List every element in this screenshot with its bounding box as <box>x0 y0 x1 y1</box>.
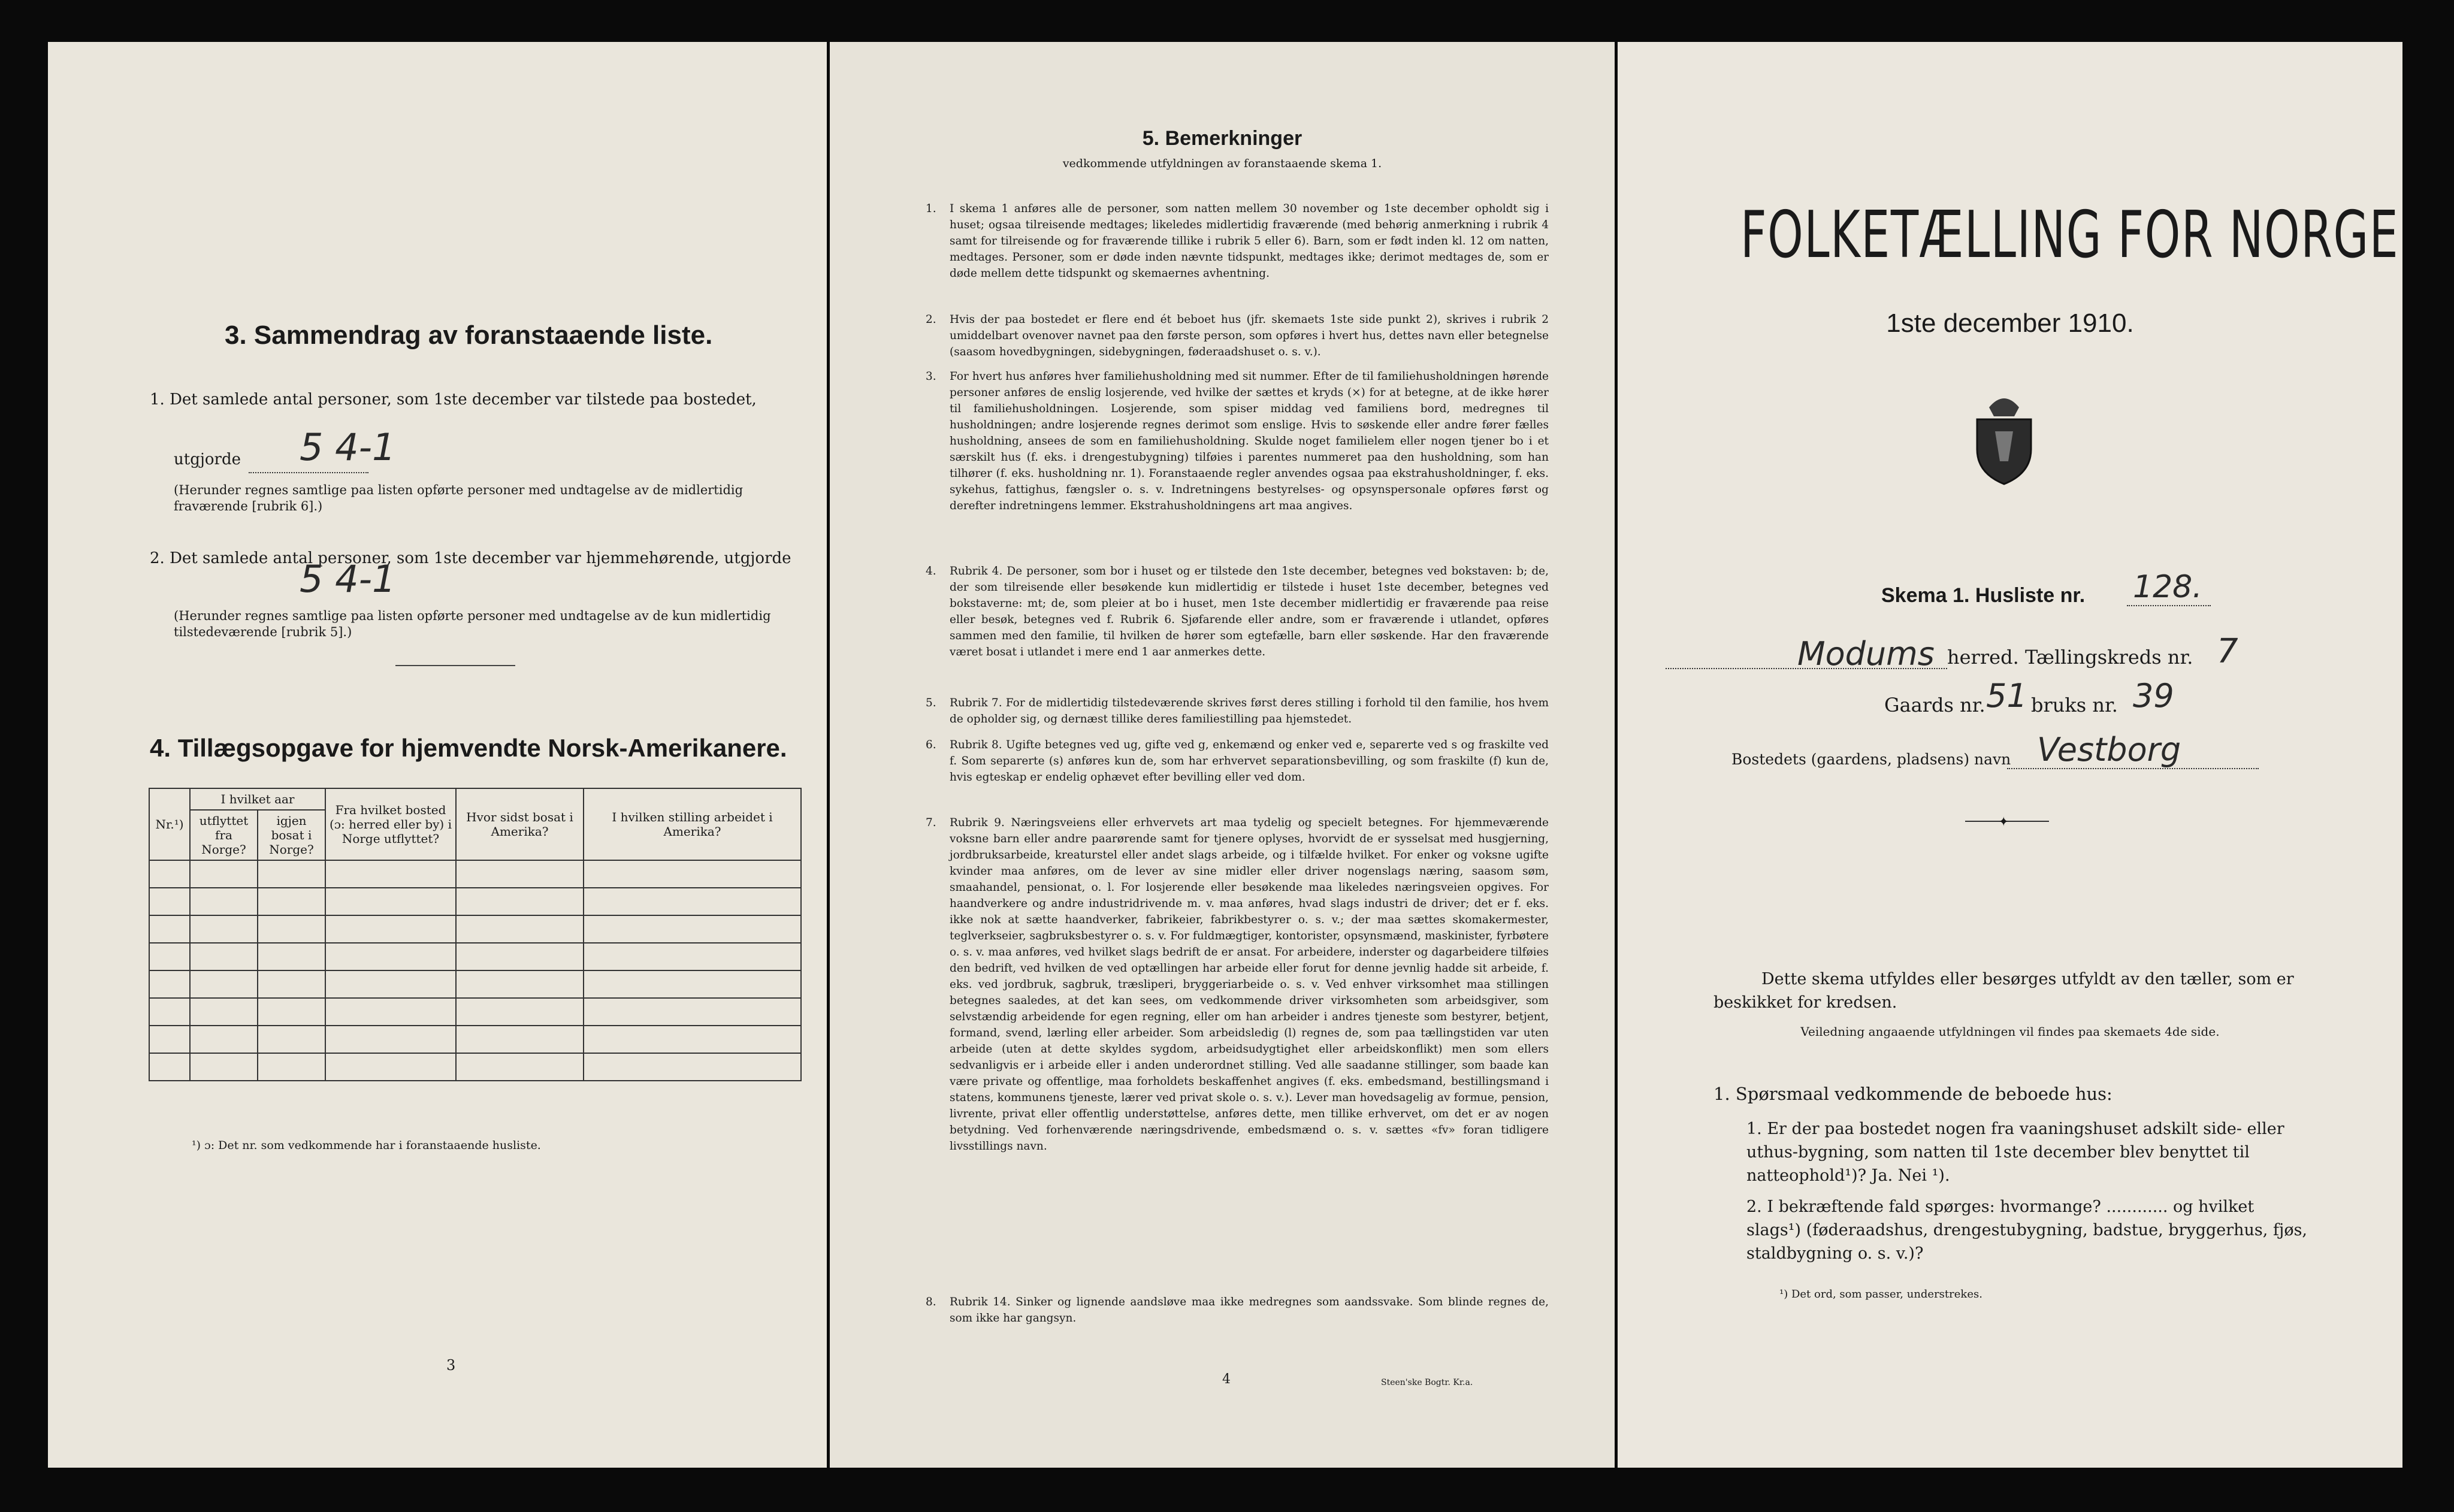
section-4-title: 4. Tillægsopgave for hjemvendte Norsk-Amerikanere. <box>150 734 787 762</box>
page-3 <box>48 42 827 1468</box>
col-aar: I hvilket aar <box>190 788 325 810</box>
census-title: FOLKETÆLLING FOR NORGE <box>1740 198 2399 273</box>
ornament-icon: ✦ <box>1998 815 2009 830</box>
skema-label: Skema 1. Husliste nr. <box>1881 584 2086 607</box>
remarks-title: 5. Bemerkninger <box>1142 127 1302 150</box>
page-number: 4 <box>1222 1372 1231 1387</box>
table-row <box>149 1053 801 1081</box>
col-amerika-bosted: Hvor sidst bosat i Amerika? <box>456 788 584 860</box>
footnote: ¹) ɔ: Det nr. som vedkommende har i foranstaaende husliste. <box>192 1139 541 1152</box>
question-1-utgjorde: utgjorde <box>174 450 241 468</box>
herred-value: Modums <box>1797 635 1935 673</box>
remark-7: 7. Rubrik 9. Næringsveiens eller erhvervets art maa tydelig og specielt betegnes. For hjemmeværende voksne barn eller andre paarørende samt for tjenere oplyses, hvorvidt de er sysselsat med husgjerning, jordbruksarbeide, kreaturstel eller andet slags arbeide, og i tilfælde hvilket. For enker og voksne ugifte kvinder maa anføres, om de lever av sine midler eller driver nogenslags næring, saasom søm, smaahandel, pensionat, o. l. For losjerende eller besøkende maa likeledes næringsveien opgives. For haandverkere og andre industridrivende m. v. maa anføres, hvad slags industri de driver; det er f. eks. ikke nok at sætte haandverker, fabrikeier, fabrikbestyrer o. s. v.; der maa sættes skomakermester, teglverkseier, sagbruksbestyrer o. s. v. For fuldmægtiger, kontorister, opsynsmænd, maskinister, fyrbøtere o. s. v. maa anføres, ved hvilket slags bedrift de er ansat. For arbeidere, inderster og dagarbeidere tilføies den bedrift, ved hvilken de ved optællingen har arbeide eller forut for denne jevnlig hadde sit arbeide, f. eks. ved jordbruk, sagbruk, træsliperi, bryggeriarbeide o. s. v. Ved enhver virksomhet maa stillingen betegnes saaledes, at det kan sees, om vedkommende driver virksomheten som arbeidsgiver, som selvstændig arbeidende for egen regning, eller om han arbeider i andres tjeneste som bestyrer, betjent, formand, svend, lærling eller arbeider. Som arbeidsledig (l) regnes de, som paa tællingstiden var uten arbeide (uten at dette skyldes sygdom, arbeidsudygtighet eller arbeidskonflikt) men som ellers sedvanligvis er i arbeide eller i anden underordnet stilling. Ved alle saadanne stillinger, som baade kan være private og offentlige, maa forholdets beskaffenhet angives (f. eks. embedsmand, bestillingsmand i statens, kommunens tjeneste, lærer ved privat skole o. s. v.). Lever man hovedsagelig av formue, pension, livrente, privat eller offentlig understøttelse, anføres dette, men tillike erhvervet, om det er av nogen betydning. Ved forhenværende næringsdrivende, embedsmænd o. s. v. sættes «fv» foran tidligere livsstillings navn. <box>926 817 1549 1153</box>
question-1-text: 1. Det samlede antal personer, som 1ste december var tilstede paa bostedet, <box>150 391 757 409</box>
questions-heading: 1. Spørsmaal vedkommende de beboede hus: <box>1713 1084 2113 1104</box>
gaards-value: 51 <box>1986 677 2027 715</box>
remark-1: 1. I skema 1 anføres alle de personer, som natten mellem 30 november og 1ste december opholdt sig i huset; ogsaa tilreisende medtages; likeledes midlertidig fraværende (med behørig anmerkning i rubrik 4 samt for tilreisende og for fraværende tillike i rubrik 5 eller 6). Barn, som er født inden kl. 12 om natten, medtages. Personer, som er døde inden nævnte tidspunkt, medtages ikke; derimot medtages de, som er døde mellem dette tidspunkt og skemaernes avhentning. <box>926 202 1549 280</box>
question-2-text: 2. Det samlede antal personer, som 1ste december var hjemmehørende, utgjorde <box>150 549 791 567</box>
norsk-amerikanere-table <box>149 788 802 1081</box>
table-row <box>149 943 801 970</box>
remark-3: 3. For hvert hus anføres hver familiehusholdning med sit nummer. Efter de til familiehusholdningen hørende personer anføres de enslig losjerende, ved hvilke der sættes et kryds (×) for at betegne, at de ikke hører til familiehusholdningen. Losjerende, som spiser middag ved familiens bord, medregnes til husholdningen; andre losjerende regnes derimot som enslige. Hvis to søskende eller andre fører fælles husholdning, ansees de som en familiehusholdning. Skulde noget familielem eller nogen tjener bo i et særskilt hus (f. eks. i drengestubygning) tilføies i parentes nummeret paa den husholdning, som han tilhører (f. eks. husholdning nr. 1). Foranstaaende regler anvendes ogsaa paa ekstrahusholdninger, f. eks. sykehus, fattighus, fængsler o. s. v. Indretningens bestyrelses- og opsynspersonale opføres først og derefter indretningens lemmer. Ekstrahusholdningens art maa angives. <box>926 370 1549 512</box>
table-row <box>149 998 801 1026</box>
intro-text: Dette skema utfyldes eller besørges utfyldt av den tæller, som er beskikket for kredsen. <box>1713 970 2294 1012</box>
question-1-note: (Herunder regnes samtlige paa listen opførte personer med undtagelse av de midlertidig fraværende [rubrik 6].) <box>174 483 744 514</box>
bruks-value: 39 <box>2133 677 2174 715</box>
question-1: 1. Er der paa bostedet nogen fra vaaningshuset adskilt side- eller uthus-bygning, som natten til 1ste december blev benyttet til natteophold¹)? Ja. Nei ¹). <box>1746 1120 2284 1186</box>
table-row <box>149 860 801 888</box>
table-row <box>149 915 801 943</box>
col-nr: Nr.¹) <box>149 788 190 860</box>
page-1 <box>1618 42 2402 1468</box>
question-1-line <box>249 472 368 473</box>
question-2-note: (Herunder regnes samtlige paa listen opførte personer med undtagelse av de kun midlertidig tilstedeværende [rubrik 5].) <box>174 609 771 640</box>
remark-2: 2. Hvis der paa bostedet er flere end ét beboet hus (jfr. skemaets 1ste side punkt 2), skrives i rubrik 2 umiddelbart ovenover navnet paa den første person, som opføres i hvert hus, dettes navn eller betegnelse (saasom hovedbygningen, sidebygningen, føderaadshuset o. s. v.). <box>926 313 1549 358</box>
bosted-value: Vestborg <box>2037 731 2181 769</box>
remark-5: 5. Rubrik 7. For de midlertidig tilstedeværende skrives først deres stilling i forhold til den familie, hos hvem de opholder sig, og dernæst tillike deres familiestilling paa hjemstedet. <box>926 697 1549 725</box>
bosted-line <box>2007 768 2259 769</box>
husliste-line <box>2127 605 2211 606</box>
remark-6: 6. Rubrik 8. Ugifte betegnes ved ug, gifte ved g, enkemænd og enker ved e, separerte ved s og fraskilte ved f. Som separerte (s) anføres kun de, som har erhvervet separationsbevilling, og som fraskilte (f) kun de, hvis egteskap er endelig ophævet efter bevilling eller ved dom. <box>926 739 1549 784</box>
bruks-label: bruks nr. <box>2031 694 2118 716</box>
col-fra-bosted: Fra hvilket bosted (ɔ: herred eller by) i Norge utflyttet? <box>325 788 456 860</box>
remark-8: 8. Rubrik 14. Sinker og lignende aandsløve maa ikke medregnes som aandssvake. Som blinde regnes de, som ikke har gangsyn. <box>926 1296 1549 1324</box>
col-igjen-bosat: igjen bosat i Norge? <box>258 810 325 860</box>
herred-label: herred. <box>1947 646 2019 669</box>
gaards-label: Gaards nr. <box>1884 694 1985 716</box>
remarks-subtitle: vedkommende utfyldningen av foranstaaende skema 1. <box>1062 157 1382 170</box>
printer-mark: Steen'ske Bogtr. Kr.a. <box>1381 1378 1473 1387</box>
question-2-value: 5 4-1 <box>300 557 396 601</box>
divider <box>395 665 515 666</box>
col-utflyttet: utflyttet fra Norge? <box>190 810 258 860</box>
remark-4: 4. Rubrik 4. De personer, som bor i huset og er tilstede den 1ste december, betegnes ved bokstaven: b; de, der som tilreisende eller besøkende kun midlertidig er tilstede i huset 1ste december, betegnes ved bokstaverne: mt; de, som pleier at bo i huset, men 1ste december midlertidig er fraværende paa reise eller besøk, betegnes ved f. Rubrik 6. Sjøfarende eller andre, som er fraværende i utlandet, opføres sammen med den familie, til hvilken de hører som egtefælle, barn eller søskende. Har den fraværende været bosat i utlandet i mere end 1 aar anmerkes dette. <box>926 565 1549 658</box>
census-date: 1ste december 1910. <box>1886 309 2134 338</box>
question-1-value: 5 4-1 <box>300 425 396 469</box>
kreds-value: 7 <box>2217 632 2238 671</box>
table-row <box>149 1026 801 1053</box>
bosted-label: Bostedets (gaardens, pladsens) navn <box>1731 751 2011 768</box>
col-stilling: I hvilken stilling arbeidet i Amerika? <box>584 788 801 860</box>
table-row <box>149 888 801 915</box>
footnote: ¹) Det ord, som passer, understrekes. <box>1779 1288 1982 1301</box>
table-row <box>149 970 801 998</box>
page-4 <box>830 42 1615 1468</box>
question-2: 2. I bekræftende fald spørges: hvormange? ............ og hvilket slags¹) (føderaadshus, drengestubygning, badstue, bryggerhus, fjøs, staldbygning o. s. v.)? <box>1746 1197 2308 1263</box>
coat-of-arms-icon <box>1971 389 2037 485</box>
intro-small: Veiledning angaaende utfyldningen vil findes paa skemaets 4de side. <box>1800 1024 2220 1039</box>
page-number: 3 <box>446 1357 456 1374</box>
section-3-title: 3. Sammendrag av foranstaaende liste. <box>225 320 713 350</box>
husliste-nr: 128. <box>2133 569 2202 605</box>
kreds-label: Tællingskreds nr. <box>2025 646 2193 669</box>
